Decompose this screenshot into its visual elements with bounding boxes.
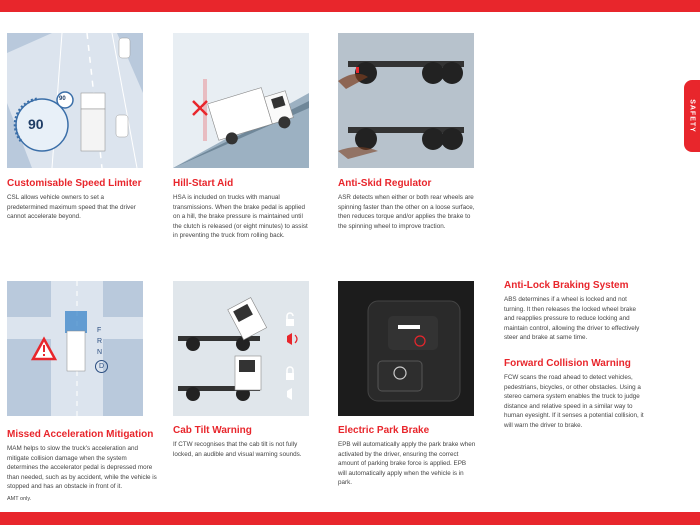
speed-readout: 90 bbox=[28, 116, 44, 132]
feature-body-electric-park-brake: EPB will automatically apply the park brake when activated by the driver, ensuring the correct amount of parking brake force is applied. EPB will automatically apply when the vehicle is in park. bbox=[338, 441, 476, 487]
hill-start-aid-illustration bbox=[173, 33, 309, 168]
gear-r: R bbox=[97, 338, 103, 345]
gear-d: D bbox=[95, 360, 108, 373]
footnote: AMT only. bbox=[7, 496, 32, 502]
feature-title-electric-park-brake: Electric Park Brake bbox=[338, 425, 430, 436]
top-brand-bar bbox=[0, 0, 700, 12]
missed-acceleration-illustration bbox=[7, 281, 143, 416]
feature-body-abs: ABS determines if a wheel is locked and not turning. It then releases the locked wheel brake and reapplies pressure to reduce locking and maintain control, allowing the driver to effectively steer and brake at same time. bbox=[504, 296, 640, 342]
section-tab-label: SAFETY bbox=[688, 99, 696, 133]
feature-body-forward-collision: FCW scans the road ahead to detect vehicles, pedestrians, bicycles, or other obstacles. Using a stereo camera system enables the truck to judge distance and relative speed in a similar way to human eyesight. If it senses a potential collision, it will warn the driver to brake. bbox=[504, 374, 644, 429]
feature-title-anti-skid: Anti-Skid Regulator bbox=[338, 178, 432, 189]
feature-body-anti-skid: ASR detects when either or both rear wheels are spinning faster than the other on a loose surface, then reduces torque and/or applies the brake to the spinning wheel to improve traction. bbox=[338, 194, 475, 230]
gear-selector bbox=[97, 327, 108, 373]
gear-f: F bbox=[97, 327, 102, 334]
speed-limiter-illustration bbox=[7, 33, 143, 168]
feature-body-speed-limiter: CSL allows vehicle owners to set a predetermined maximum speed that the driver cannot accelerate beyond. bbox=[7, 194, 136, 221]
feature-title-abs: Anti-Lock Braking System bbox=[504, 280, 629, 291]
feature-body-cab-tilt: If CTW recognises that the cab tilt is not fully locked, an audible and visual warning sounds. bbox=[173, 441, 302, 458]
feature-title-hill-start: Hill-Start Aid bbox=[173, 178, 234, 189]
cab-tilt-warning-illustration bbox=[173, 281, 309, 416]
feature-body-missed-acceleration: MAM helps to slow the truck's acceleration and mitigate collision damage when the system determines the accelerator pedal is depressed more than needed, such as by accident, while the vehicle is stopped and has an obstacle in front of it. bbox=[7, 445, 157, 491]
bottom-brand-bar bbox=[0, 512, 700, 525]
feature-title-cab-tilt: Cab Tilt Warning bbox=[173, 425, 252, 436]
feature-body-hill-start: HSA is included on trucks with manual transmissions. When the brake pedal is applied on a hill, the brake pressure is maintained until the clutch is released (or eight minutes) to assist in preventing the truck from rolling back. bbox=[173, 194, 308, 240]
speed-limit-badge: 90 bbox=[59, 96, 66, 102]
feature-title-speed-limiter: Customisable Speed Limiter bbox=[7, 178, 142, 189]
feature-title-forward-collision: Forward Collision Warning bbox=[504, 358, 631, 369]
anti-skid-regulator-illustration bbox=[338, 33, 474, 168]
gear-n: N bbox=[97, 349, 103, 356]
feature-title-missed-acceleration: Missed Acceleration Mitigation bbox=[7, 429, 154, 440]
electric-park-brake-illustration bbox=[338, 281, 474, 416]
section-tab-safety[interactable] bbox=[684, 80, 700, 152]
